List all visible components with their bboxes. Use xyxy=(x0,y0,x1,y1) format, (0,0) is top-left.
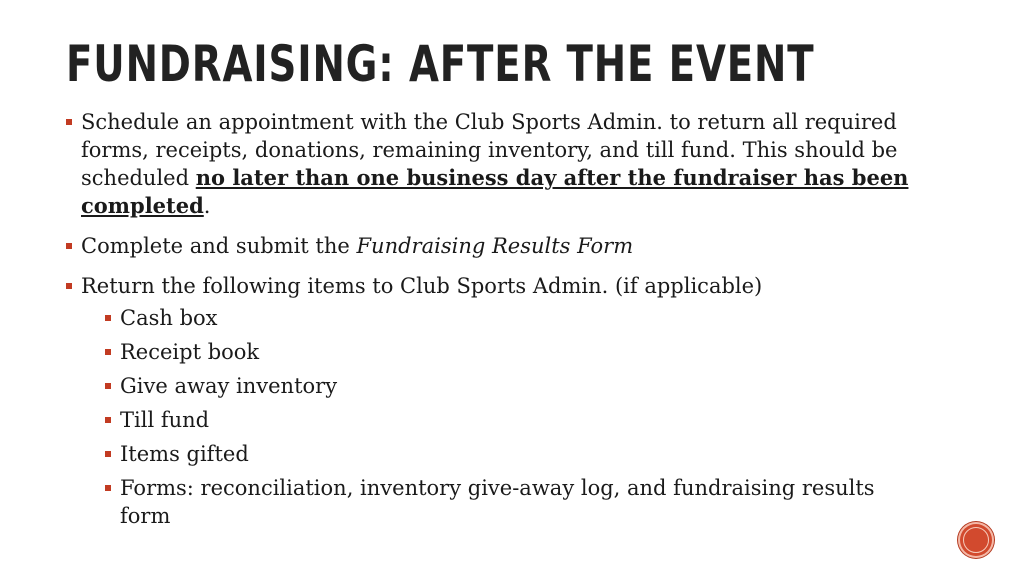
emphasis-text: no later than one business day after the fundraiser has been completed xyxy=(81,165,909,218)
slide-body xyxy=(66,108,926,542)
square-bullet-icon xyxy=(66,119,72,125)
sub-bullet-item xyxy=(105,440,926,468)
bullet-text-end: . xyxy=(203,194,211,218)
square-bullet-icon xyxy=(105,451,111,457)
sub-bullet-text: Give away inventory xyxy=(120,374,338,398)
bullet-item-return-items xyxy=(66,272,926,530)
bullet-item-schedule xyxy=(66,108,926,220)
bullet-text: Complete and submit the xyxy=(81,234,357,258)
sub-bullet-text: Items gifted xyxy=(120,442,249,466)
sub-bullet-text: Forms: reconciliation, inventory give-away log, and fundraising results form xyxy=(120,476,875,528)
sub-bullet-item xyxy=(105,372,926,400)
square-bullet-icon xyxy=(105,383,111,389)
square-bullet-icon xyxy=(66,283,72,289)
bullet-text: Return the following items to Club Sports Admin. (if applicable) xyxy=(81,274,763,298)
sub-bullet-list xyxy=(81,304,926,530)
form-name-text: Fundraising Results Form xyxy=(356,234,634,258)
square-bullet-icon xyxy=(105,417,111,423)
sub-bullet-item xyxy=(105,338,926,366)
square-bullet-icon xyxy=(66,243,72,249)
slide-title: FUNDRAISING: AFTER THE EVENT xyxy=(66,35,815,93)
bullet-item-complete-form xyxy=(66,232,926,260)
sub-bullet-text: Till fund xyxy=(120,408,210,432)
sub-bullet-text: Receipt book xyxy=(120,340,260,364)
bullet-list xyxy=(66,108,926,530)
sub-bullet-text: Cash box xyxy=(120,306,218,330)
emblem-ring xyxy=(963,527,989,553)
sub-bullet-item xyxy=(105,474,926,530)
sub-bullet-item xyxy=(105,304,926,332)
circular-emblem-icon xyxy=(958,522,994,558)
sub-bullet-item xyxy=(105,406,926,434)
square-bullet-icon xyxy=(105,315,111,321)
square-bullet-icon xyxy=(105,485,111,491)
square-bullet-icon xyxy=(105,349,111,355)
bullet-text: Schedule an appointment with the Club Sports Admin. to return all required forms, receipts, donations, remaining inventory, and till fund. This should be scheduled xyxy=(81,110,898,190)
